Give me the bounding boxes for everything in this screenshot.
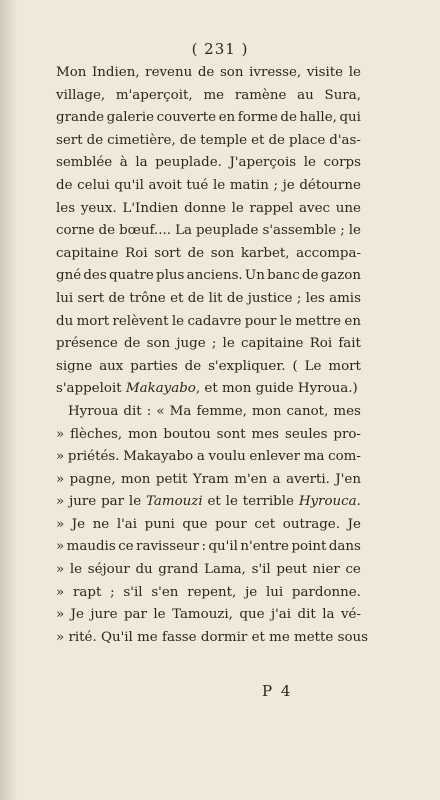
word: banc	[267, 268, 300, 284]
word: relèvent	[112, 313, 169, 329]
word: nier	[312, 562, 340, 578]
italic-word: Hyrouca.	[298, 494, 361, 510]
word: séjour	[87, 562, 130, 578]
text-line	[56, 152, 361, 175]
word: m'en	[234, 471, 268, 487]
word: mon	[121, 471, 151, 487]
text-line	[56, 85, 361, 108]
word: s'assemble	[262, 223, 337, 239]
word: »	[56, 607, 65, 623]
word: qu'il	[208, 539, 238, 555]
word: averti.	[286, 471, 330, 487]
text-line	[56, 356, 361, 379]
word: temple	[200, 132, 248, 148]
word: corne	[56, 223, 95, 239]
word: mon	[252, 403, 282, 419]
text-line	[56, 514, 361, 537]
word: la	[322, 607, 335, 623]
text-line	[56, 198, 361, 221]
word: en	[344, 313, 361, 329]
word: mes	[251, 426, 280, 442]
word: et	[204, 381, 218, 397]
word: yeux.	[80, 200, 117, 216]
word: le	[128, 494, 142, 510]
word: lui	[56, 290, 74, 306]
word: capitaine	[240, 336, 304, 352]
word: mon	[221, 381, 252, 397]
word: pour	[215, 516, 247, 532]
word: priétés.	[67, 449, 120, 465]
word: halle,	[299, 110, 337, 126]
text-line	[56, 288, 361, 311]
word: vé-	[340, 607, 361, 623]
word: me	[269, 629, 290, 645]
word: du	[56, 313, 74, 329]
word: Tamouzi,	[172, 607, 233, 623]
word: peuplade.	[155, 155, 222, 171]
italic-word: Makayabo	[125, 381, 196, 397]
word: me	[203, 87, 225, 103]
word: guide	[255, 381, 294, 397]
word: mort	[76, 313, 110, 329]
word: le	[69, 562, 83, 578]
word: n'entre	[240, 539, 289, 555]
word: dit	[297, 607, 316, 623]
word: pro-	[333, 426, 361, 442]
word: ce	[345, 562, 361, 578]
word: de	[197, 65, 215, 80]
word: mes	[333, 403, 361, 419]
word: me	[137, 629, 158, 645]
word: s'il	[251, 562, 271, 578]
word: ;	[110, 584, 115, 600]
word: de	[123, 336, 141, 352]
word: lui	[265, 584, 284, 600]
word: karbet,	[240, 245, 290, 261]
word: de	[86, 132, 104, 148]
word: »	[56, 539, 65, 555]
word: Hyroua	[68, 403, 119, 419]
word: tué	[186, 177, 209, 193]
word: et	[251, 132, 265, 148]
word: par	[123, 607, 147, 623]
word: le	[171, 313, 185, 329]
word: jure	[69, 494, 97, 510]
word: Je	[71, 516, 86, 532]
word: canot,	[286, 403, 329, 419]
word: des	[83, 268, 107, 284]
word: avoit	[148, 177, 182, 193]
word: Sura,	[324, 87, 361, 103]
word: L'Indien	[122, 200, 179, 216]
word: Je	[347, 516, 361, 532]
text-line	[56, 582, 361, 605]
word: corps	[323, 155, 361, 171]
word: avec	[299, 200, 330, 216]
word: cimetière,	[107, 132, 176, 148]
word: Mon	[56, 65, 87, 80]
word: dans	[328, 539, 361, 555]
word: par	[101, 494, 125, 510]
word: mettre	[295, 313, 342, 329]
word: Le	[304, 358, 322, 374]
word: dit	[123, 403, 142, 419]
word: sort	[154, 245, 181, 261]
word: place	[289, 132, 326, 148]
word: rapt	[72, 584, 102, 600]
word: flèches,	[70, 426, 123, 442]
word: boutou	[163, 426, 211, 442]
word: terrible	[242, 494, 294, 510]
word: :	[146, 403, 152, 419]
word: de	[108, 290, 125, 306]
word: le	[153, 607, 166, 623]
word: mon	[128, 426, 158, 442]
word: seules	[284, 426, 328, 442]
word: ravisseur	[136, 539, 200, 555]
word: Makayabo	[123, 449, 194, 465]
word: cadavre	[187, 313, 242, 329]
word: s'appeloit	[56, 381, 122, 397]
word: Roi	[125, 245, 148, 261]
word: rappel	[249, 200, 294, 216]
text-line	[56, 491, 361, 514]
word: ;	[296, 290, 302, 306]
word: le	[231, 200, 244, 216]
word: sous	[337, 629, 369, 645]
word: maudis	[66, 539, 116, 555]
word: point	[291, 539, 327, 555]
word: je	[245, 584, 258, 600]
word: en	[218, 110, 236, 126]
word: Hyroua.)	[297, 381, 358, 397]
word: sert	[77, 290, 105, 306]
word: au	[297, 87, 314, 103]
page-body-text	[56, 62, 369, 649]
text-line	[56, 220, 361, 243]
word: »	[56, 471, 65, 487]
word: juge	[176, 336, 206, 352]
word: mort	[328, 358, 361, 374]
word: ma	[303, 449, 325, 465]
word: une	[335, 200, 361, 216]
word: le	[303, 155, 316, 171]
word: bœuf....	[119, 223, 172, 239]
text-line	[56, 559, 361, 582]
word: Je	[70, 607, 84, 623]
word: et	[170, 290, 184, 306]
text-line	[56, 469, 361, 492]
page-gutter-shadow	[0, 0, 18, 800]
word: rité.	[68, 629, 97, 645]
word: parties	[130, 358, 178, 374]
word: »	[56, 584, 65, 600]
word: s'il	[123, 584, 143, 600]
text-line	[56, 62, 361, 85]
word: plus	[156, 268, 185, 284]
word: de	[280, 110, 297, 126]
word: gné	[56, 268, 82, 284]
word: »	[56, 426, 65, 442]
word: le	[225, 494, 238, 510]
word: J'en	[335, 471, 361, 487]
word: et	[251, 629, 265, 645]
word: matin	[229, 177, 269, 193]
word: qu'il	[114, 177, 144, 193]
word: que	[182, 516, 208, 532]
word: »	[56, 629, 65, 645]
word: présence	[56, 336, 118, 352]
text-line	[56, 536, 361, 559]
word: dormir	[200, 629, 248, 645]
word: les	[305, 290, 325, 306]
word: Lama,	[204, 562, 246, 578]
text-line	[56, 107, 361, 130]
text-line	[56, 265, 361, 288]
word: gazon	[320, 268, 361, 284]
word: voulu	[208, 449, 246, 465]
word: Un	[244, 268, 265, 284]
word: signe	[56, 358, 93, 374]
italic-word: Tamouzi	[146, 494, 203, 510]
word: et	[207, 494, 221, 510]
word: »	[56, 516, 65, 532]
word: grande	[56, 110, 105, 126]
word: peut	[276, 562, 307, 578]
word: j'ai	[270, 607, 292, 623]
page-number: ( 231 )	[191, 40, 249, 58]
word: (	[292, 358, 298, 374]
word: amis	[329, 290, 361, 306]
word: le	[348, 65, 361, 80]
word: du	[135, 562, 153, 578]
text-line	[56, 333, 361, 356]
word: revenu	[145, 65, 193, 80]
word: ,	[195, 381, 201, 397]
word: J'aperçois	[229, 155, 297, 171]
word: Indien,	[92, 65, 140, 80]
word: fasse	[162, 629, 197, 645]
word: le	[348, 223, 361, 239]
word: aux	[99, 358, 124, 374]
word: Roi	[309, 336, 333, 352]
word: ;	[273, 177, 278, 193]
word: La	[175, 223, 192, 239]
word: la	[135, 155, 148, 171]
text-line	[56, 401, 361, 424]
word: cet	[254, 516, 276, 532]
text-line	[56, 130, 361, 153]
word: couverte	[156, 110, 217, 126]
word: lit	[208, 290, 223, 306]
word: forme	[237, 110, 278, 126]
word: a	[272, 471, 281, 487]
word: de	[184, 358, 202, 374]
word: sert	[56, 132, 83, 148]
word: son	[219, 65, 244, 80]
word: de	[301, 268, 319, 284]
word: l'ai	[116, 516, 138, 532]
word: peuplade	[195, 223, 259, 239]
word: de	[226, 290, 244, 306]
word: donne	[184, 200, 226, 216]
word: le	[222, 336, 235, 352]
text-line	[56, 378, 361, 401]
word: pardonne.	[291, 584, 361, 600]
word: à	[119, 155, 128, 171]
word: capitaine	[56, 245, 119, 261]
word: »	[56, 494, 65, 510]
word: repent,	[187, 584, 237, 600]
word: justice	[247, 290, 293, 306]
word: grand	[158, 562, 199, 578]
word: galerie	[106, 110, 155, 126]
word: com-	[328, 449, 361, 465]
word: ;	[211, 336, 217, 352]
word: ivresse,	[249, 65, 302, 80]
text-line	[56, 446, 361, 469]
word: de	[187, 290, 205, 306]
word: celui	[77, 177, 110, 193]
text-line	[56, 424, 361, 447]
word: quatre	[108, 268, 154, 284]
word: qui	[339, 110, 361, 126]
word: outrage.	[282, 516, 340, 532]
word: :	[201, 539, 207, 555]
word: d'as-	[329, 132, 361, 148]
word: Qu'il	[100, 629, 133, 645]
word: mette	[294, 629, 334, 645]
word: de	[56, 177, 73, 193]
word: visite	[306, 65, 344, 80]
word: m'aperçoit,	[115, 87, 193, 103]
text-line	[56, 604, 361, 627]
word: Ma	[169, 403, 192, 419]
word: de	[179, 132, 197, 148]
word: Yram	[192, 471, 229, 487]
word: son	[146, 336, 171, 352]
word: le	[279, 313, 292, 329]
word: les	[56, 200, 76, 216]
word: petit	[155, 471, 188, 487]
word: semblée	[56, 155, 113, 171]
word: s'en	[151, 584, 179, 600]
word: village,	[56, 87, 106, 103]
word: je	[282, 177, 295, 193]
word: pagne,	[69, 471, 116, 487]
word: »	[56, 449, 65, 465]
word: sont	[216, 426, 246, 442]
text-line	[56, 243, 361, 266]
word: ;	[340, 223, 345, 239]
word: de	[268, 132, 285, 148]
word: fait	[338, 336, 361, 352]
word: anciens.	[186, 268, 243, 284]
text-line	[56, 627, 369, 650]
word: enlever	[249, 449, 301, 465]
word: s'expliquer.	[208, 358, 286, 374]
word: de	[187, 245, 205, 261]
word: ce	[118, 539, 134, 555]
word: son	[210, 245, 235, 261]
word: de	[98, 223, 116, 239]
word: puni	[144, 516, 175, 532]
word: ne	[92, 516, 110, 532]
printer-signature-mark: P 4	[262, 682, 293, 700]
word: trône	[129, 290, 166, 306]
word: femme,	[196, 403, 247, 419]
word: accompa-	[296, 245, 361, 261]
text-line	[56, 175, 361, 198]
word: a	[196, 449, 205, 465]
word: ramène	[234, 87, 287, 103]
text-line	[56, 311, 361, 334]
word: que	[239, 607, 265, 623]
word: «	[156, 403, 165, 419]
word: détourne	[299, 177, 361, 193]
word: le	[213, 177, 226, 193]
word: pour	[244, 313, 277, 329]
word: »	[56, 562, 65, 578]
word: jure	[90, 607, 118, 623]
